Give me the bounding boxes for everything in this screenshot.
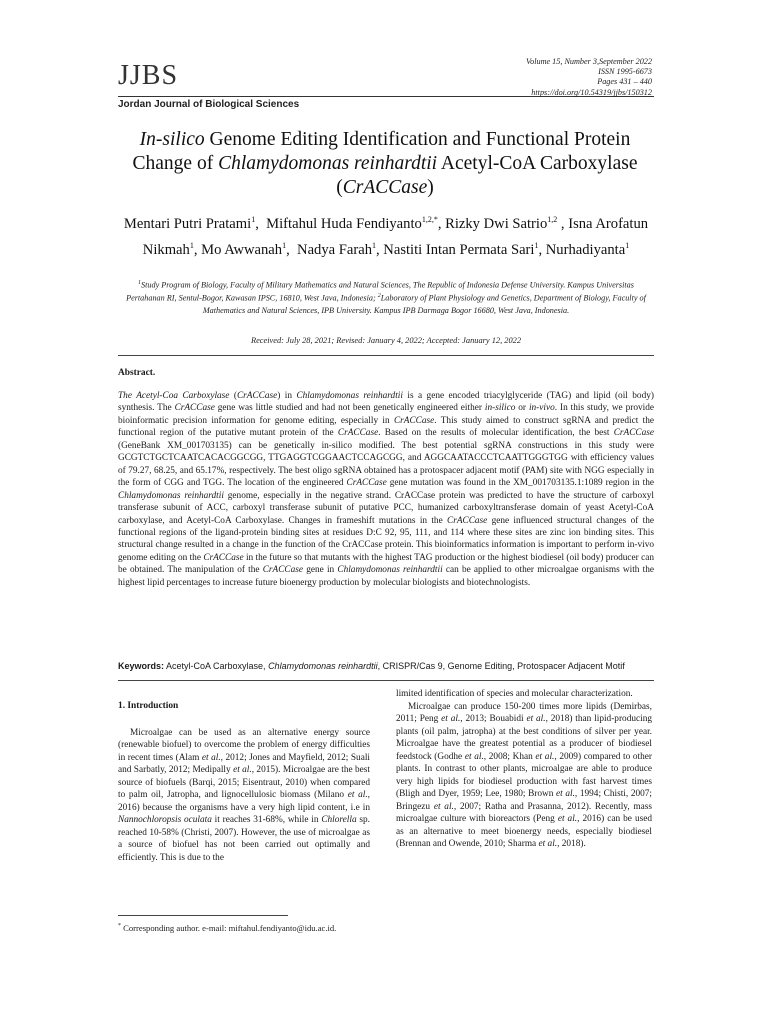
author-affil: 1,2: [547, 215, 558, 224]
abstract-body: [118, 390, 654, 589]
abstract-text: in-silico: [484, 403, 516, 414]
author: Isna Arofatun Nikmah: [142, 215, 649, 258]
abstract-text: Chlamydomonas reinhardtii: [296, 391, 403, 401]
author-list: Mentari Putri Pratami$^1$, Miftahul Huda Fendiyanto$^{1,2,*}$, Rizky Dwi Satrio$^{1,2}$ , Isna Arofatun Nikmah$^1$, Mo Awwanah$^1$, Nadya Farah$^1$, Nastiti Intan Permata Sari$^1$, Nurhadiyanta$^1$: [123, 215, 649, 258]
author: Nastiti Intan Permata Sari: [383, 241, 535, 258]
affiliations: [118, 278, 654, 316]
title-part: Chlamydomonas reinhardtii: [218, 153, 438, 174]
body-paragraph: [396, 701, 652, 851]
footnote-divider: [118, 915, 288, 916]
right-column: [396, 688, 652, 851]
abstract-text: gene mutation was found in the XM_001703135.1:1089 region in the: [386, 478, 654, 489]
abstract-text: genome, especially in the negative strand. CrACCase protein was predicted to have the structure of carboxyl transferase subunit of ACC, carboxyl transferase subunit of putative PCC, humanized carboxyltransferase domain of yeast Acetyl-CoA carboxylase, and Acetyl-CoA Carboxylase. Changes in frameshift mutations in the: [118, 490, 654, 526]
abstract-text: CrACCase: [203, 552, 244, 563]
body-text: Microalgae can be used as an alternative energy source (renewable biofuel) to overcome the problem of energy difficulties in recent times (Alam: [118, 727, 370, 763]
article-title: [110, 128, 660, 200]
body-text: , 2012; Jones and Mayfield, 2012; Suali and Sarbatly, 2012; Medipally: [118, 752, 370, 775]
body-text: et al.: [538, 839, 558, 849]
abstract-text: CrACCase: [262, 565, 304, 576]
footnote: [118, 923, 336, 933]
journal-logo: JJBS: [118, 60, 179, 91]
section-heading: 1. Introduction: [118, 701, 179, 711]
author: Miftahul Huda Fendiyanto: [266, 215, 422, 232]
intro-paragraph: [118, 727, 370, 865]
abstract-text: in-vivo: [528, 403, 555, 414]
body-text: , 2013; Bouabidi: [460, 714, 527, 724]
footnote-marker: *: [118, 923, 121, 930]
body-text: Nannochloropsis oculata: [118, 815, 212, 825]
body-text: , 2009) compared to other plants. In contrast to other plants, microalgae are able to produce very high lipids for biodiesel production with fast harvest times (Bligh and Dyer, 1959; Lee, 1980; Brown: [396, 751, 653, 799]
author: Mentari Putri Pratami: [123, 215, 252, 232]
affiliation-text: Laboratory of Plant Physiology and Genetics, Department of Biology, Faculty of Mathematics and Natural Sciences, IPB University. Kampus IPB Darmaga Bogor 16680, West Java, Indonesia.: [202, 294, 646, 315]
footnote-text: Corresponding author. e-mail: miftahul.fendiyanto@idu.ac.id.: [121, 923, 337, 933]
body-text: sp. reached 10-58% (Christi, 2007). However, the use of microalgae as a source of biofuel has not been carried out optimally and efficiently. This is due to the: [118, 815, 370, 863]
title-part: CrACCase: [342, 177, 428, 198]
abstract-text: Chlamydomonas reinhardtii: [337, 565, 443, 576]
body-text: Chlorella: [321, 815, 357, 825]
doi-link[interactable]: https://doi.org/10.54319/jjbs/150312: [531, 87, 652, 97]
publication-meta: [526, 57, 652, 98]
body-text: , 2007; Ratha and Prasanna, 2012). Recently, mass microalgae culture with bioreactors (Peng: [396, 801, 653, 824]
author: Nurhadiyanta: [545, 241, 626, 258]
body-text: , 2018) than lipid-producing plants (oil palm, jatropha) at the best conditions of silver per year. Microalgae have the greatest potential as a producer of biodiesel feedstock (Godhe: [396, 714, 652, 762]
keyword-text: Chlamydomonas reinhardtii: [268, 661, 378, 671]
title-part: ): [427, 177, 434, 198]
author: Mo Awwanah: [201, 241, 283, 258]
left-column: [118, 700, 370, 864]
body-text: , 2016) because the organisms have a very high lipid content, i.e in: [118, 790, 370, 813]
abstract-text: in the future so that mutants with the highest TAG production or the highest biodiesel (oil body) producer can be obtained. The manipulation of the: [118, 552, 654, 576]
keywords: [118, 660, 654, 672]
abstract-text: gene influenced structural changes of the functional regions of the ligand-protein binding sites at residues D:C 92, 95, 111, and 114 where these sites are zinc ion binding sites. This structural change resulted in a change in the function of the CrACCase protein. This bioinformatics information is important to perform in-vivo genome editing on the: [118, 515, 654, 563]
abstract-text: or: [515, 403, 529, 414]
page-range: Pages 431 – 440: [597, 77, 652, 87]
abstract-top-divider: [118, 355, 654, 356]
abstract-text: gene in: [303, 565, 338, 576]
body-text: , 2015). Microalgae are the best source of biofuels (Barqi, 2015; Eisentraut, 2010) when compared to palm oil, Jatropha, and lignocellulosic biomass (Milano: [118, 765, 370, 800]
abstract-text: gene was little studied and had not been genetically engineered either: [214, 403, 485, 414]
affil-marker: 1: [138, 280, 142, 286]
body-text: , 1994; Chisti, 2007; Bringezu: [396, 789, 652, 812]
body-text: et al.: [347, 790, 368, 800]
abstract-text: . Based on the results of molecular identification, the best: [378, 428, 614, 439]
author-affil: 1: [189, 240, 194, 250]
body-text: et al.: [464, 751, 484, 762]
body-text: et al.: [556, 789, 575, 799]
abstract-text: CrACCase: [346, 478, 387, 489]
abstract-text: (: [229, 391, 237, 401]
author-affil: 1: [625, 240, 630, 250]
keyword-text: , CRISPR/Cas 9, Genome Editing, Protospacer Adjacent Motif: [377, 661, 625, 671]
abstract-text: CrACCase: [337, 428, 379, 439]
body-text: , 2018).: [557, 839, 586, 849]
author: Rizky Dwi Satrio: [445, 215, 548, 232]
abstract-text: . In this study, we provide bioinformatic precision information for genome editing, especially in: [118, 403, 654, 426]
author-affil: 1: [534, 240, 539, 250]
body-text: et al.: [433, 801, 454, 812]
keyword-text: Acetyl-CoA Carboxylase,: [164, 661, 269, 671]
abstract-text: (GeneBank XM_001703135) can be genetically in-silico modified. The best potential sgRNA constructions in this study were GCGTCTGCTCAATCACACGGCGG, TTGAGGTCGGAACTCCAGCGG, and AGGCAATACCCTCAATTGGGTGG with efficiency values of 79.27, 68.25, and 65.17%, respectively. The best oligo sgRNA obtained has a protospacer adjacent motif (PAM) site with NGG especially in the form of CGG and TGG. The location of the engineered: [118, 440, 654, 489]
received-dates: Received: July 28, 2021; Revised: January 4, 2022; Accepted: January 12, 2022: [250, 336, 522, 345]
affil-marker: 2: [377, 293, 381, 300]
abstract-text: CrACCase: [447, 515, 488, 526]
abstract-text: CrACCase: [174, 403, 215, 414]
abstract-text: is a gene encoded triacylglyceride (TAG) and lipid (oil body) synthesis. The: [118, 391, 654, 414]
abstract-text: Chlamydomonas reinhardtii: [118, 490, 224, 501]
abstract-heading: Abstract.: [118, 368, 156, 378]
keywords-divider: [118, 680, 654, 681]
abstract-text: ) in: [277, 391, 297, 401]
continued-paragraph: limited identification of species and molecular characterization.: [396, 689, 633, 699]
body-text: , 2008; Khan: [483, 751, 536, 762]
volume-info: Volume 15, Number 3,September 2022: [526, 57, 652, 66]
body-text: et al.: [535, 751, 555, 762]
body-text: , 2016) can be used as an alternative to meet bioenergy needs, especially biodiesel (Brennan and Owende, 2010; Sharma: [396, 814, 653, 849]
body-text: Microalgae can produce 150-200 times more lipids (Demirbas, 2011; Peng: [396, 701, 652, 724]
title-part: Acetyl-CoA Carboxylase (: [336, 153, 638, 198]
abstract-text: CrACCase: [236, 391, 278, 401]
abstract-text: CrACCase: [613, 428, 654, 439]
body-text: it reaches 31-68%, while in: [211, 815, 322, 825]
abstract-text: . This study aimed to construct sgRNA and predict the functional region of the putative mutant protein of the: [118, 415, 654, 439]
body-text: et al.: [557, 814, 578, 824]
abstract-text: can be applied to other microalgae organisms with the highest lipid percentages to increase future bioenergy production by molecular biologists and biotechnologists.: [118, 565, 654, 588]
author-affil: 1: [372, 240, 376, 250]
author-affil: 1,2,*: [421, 215, 438, 224]
body-text: et al.: [526, 714, 546, 724]
abstract-text: The Acetyl-Coa Carboxylase: [118, 391, 230, 401]
author: Nadya Farah: [297, 241, 372, 258]
abstract-text: CrACCase: [393, 415, 435, 426]
body-text: et al.: [201, 752, 221, 763]
body-text: et al.: [441, 714, 461, 724]
affiliation-text: Study Program of Biology, Faculty of Military Mathematics and Natural Sciences, The Republic of Indonesia Defense University. Kampus Universitas Pertahanan RI, Sentul-Bogor, Kawasan IPSC, 16810, West Java, Indonesia;: [126, 280, 634, 304]
title-part: In-silico: [139, 129, 205, 150]
keywords-label: Keywords:: [118, 661, 165, 671]
issn: ISSN 1995-6673: [598, 67, 652, 77]
author-affil: 1: [282, 240, 287, 250]
author-affil: 1: [251, 215, 256, 224]
journal-name: Jordan Journal of Biological Sciences: [118, 99, 300, 110]
body-text: et al.: [233, 765, 252, 775]
title-part: Genome Editing Identification and Functional Protein Change of: [132, 129, 631, 174]
